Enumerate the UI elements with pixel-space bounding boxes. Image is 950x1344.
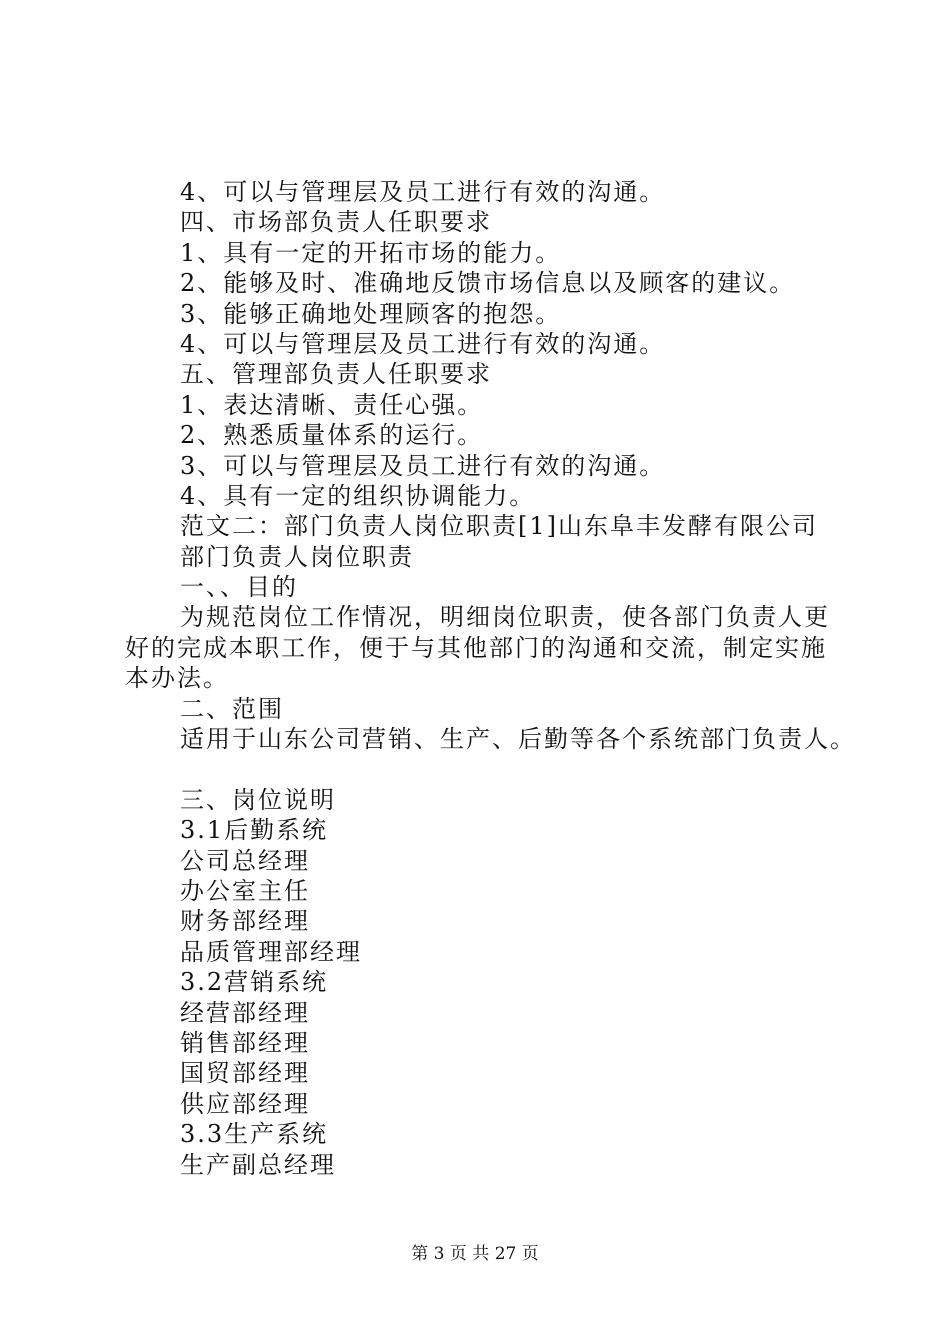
text-line: 4、可以与管理层及员工进行有效的沟通。: [180, 178, 666, 206]
position-item: 生产副总经理: [180, 1150, 336, 1179]
text-line: 3、可以与管理层及员工进行有效的沟通。: [180, 451, 666, 480]
text-line: 2、能够及时、准确地反馈市场信息以及顾客的建议。: [180, 269, 796, 298]
section-heading: 二、范围: [180, 694, 284, 723]
position-item: 品质管理部经理: [180, 937, 362, 966]
text-line: 3、能够正确地处理顾客的抱怨。: [180, 299, 562, 328]
section-heading: 五、管理部负责人任职要求: [180, 360, 492, 389]
section-heading: 四、市场部负责人任职要求: [180, 208, 492, 237]
document-title-line: 范文二：部门负责人岗位职责[1]山东阜丰发酵有限公司: [180, 512, 818, 541]
blank-line: [125, 754, 845, 784]
page-footer: 第 3 页 共 27 页: [411, 1244, 539, 1264]
subsection-heading: 3.1后勤系统: [180, 816, 329, 845]
position-item: 国贸部经理: [180, 1059, 310, 1088]
text-line: 1、具有一定的开拓市场的能力。: [180, 238, 562, 267]
position-item: 经营部经理: [180, 998, 310, 1027]
position-item: 公司总经理: [180, 846, 310, 875]
position-item: 财务部经理: [180, 907, 310, 936]
text-line: 2、熟悉质量体系的运行。: [180, 421, 484, 450]
document-subtitle: 部门负责人岗位职责: [180, 542, 414, 571]
position-item: 销售部经理: [180, 1028, 310, 1057]
subsection-heading: 3.2营销系统: [180, 968, 329, 997]
subsection-heading: 3.3生产系统: [180, 1120, 329, 1149]
text-line: 4、可以与管理层及员工进行有效的沟通。: [180, 329, 666, 358]
scope-text: 适用于山东公司营销、生产、后勤等各个系统部门负责人。: [180, 725, 856, 754]
section-heading: 一、、目的: [180, 573, 298, 602]
position-item: 供应部经理: [180, 1089, 310, 1118]
section-heading: 三、岗位说明: [180, 785, 336, 814]
text-line: 1、表达清晰、责任心强。: [180, 390, 484, 419]
position-item: 办公室主任: [180, 877, 310, 906]
document-body: [125, 177, 856, 1180]
purpose-paragraph: 为规范岗位工作情况，明细岗位职责，使各部门负责人更好的完成本职工作，便于与其他部门的沟通和交流，制定实施本办法。: [125, 603, 830, 693]
text-line: 4、具有一定的组织协调能力。: [180, 481, 536, 510]
